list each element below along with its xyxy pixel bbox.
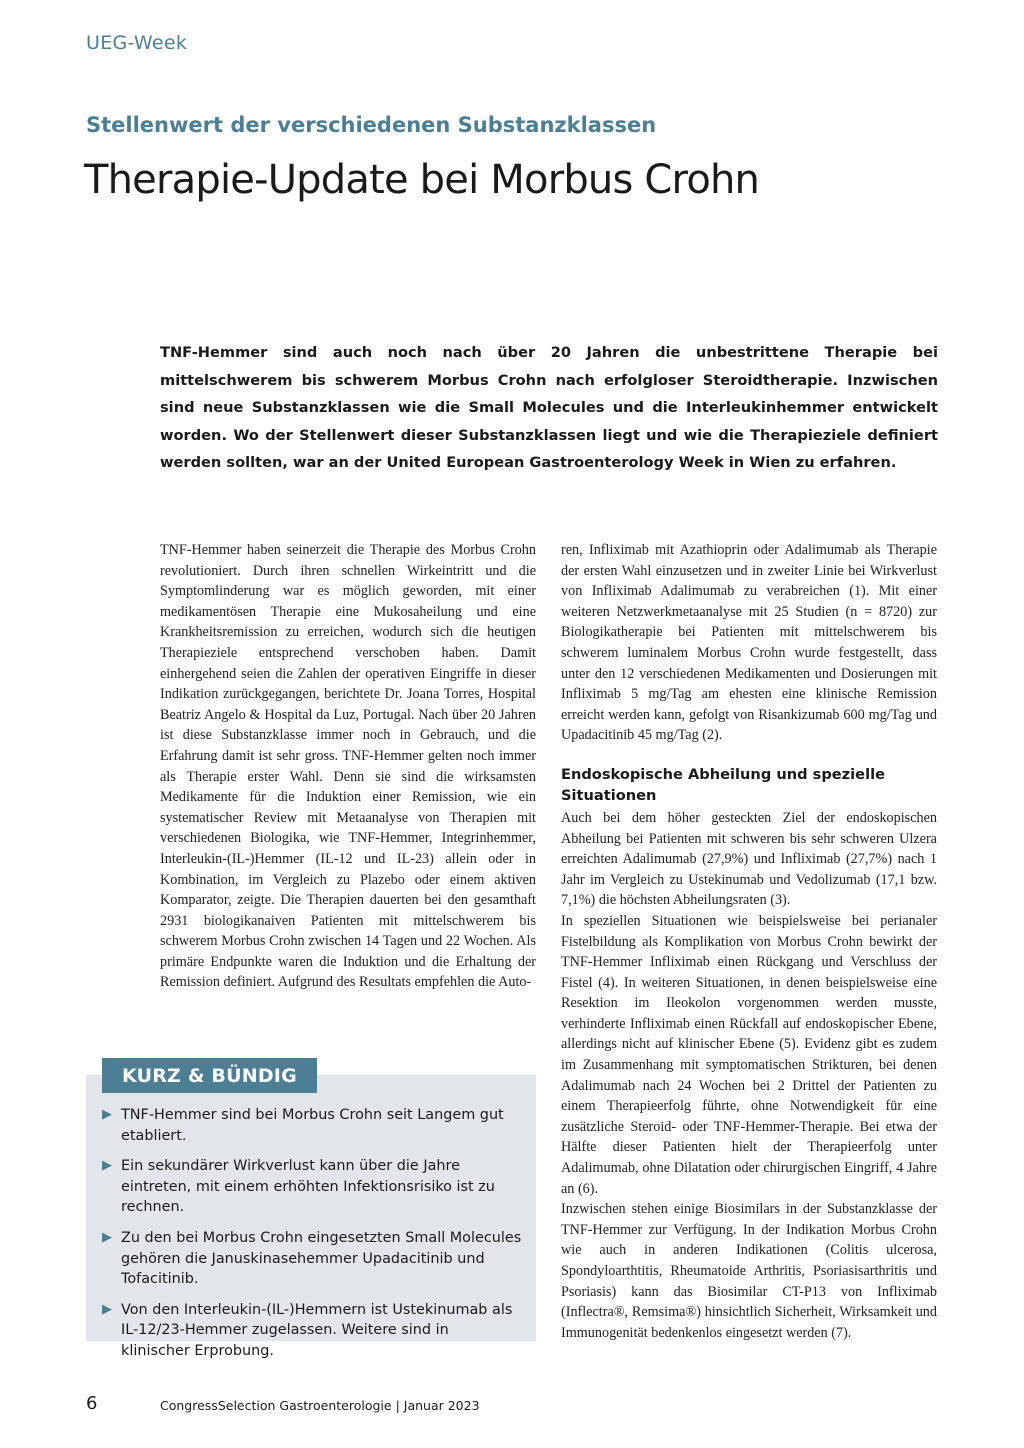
triangle-right-icon: ▶ <box>102 1301 112 1317</box>
body-paragraph: TNF-Hemmer haben seinerzeit die Therapie des Morbus Crohn revolutioniert. Durch ihren schnellen Wirkeintritt und die Symptomlinderung war es möglich geworden, mit einer medikamentösen Therapie eine Mukosaheilung und eine Krankheitsremission zu erreichen, wodurch sich die heutigen Therapieziele entsprechend verschoben haben. Damit einhergehend seien die Zahlen der operativen Eingriffe in dieser Indikation zurückgegangen, berichtete Dr. Joana Torres, Hospital Beatriz Angelo & Hospital da Luz, Portugal. Nach über 20 Jahren ist diese Substanzklasse immer noch in Gebrauch, und die Erfahrung damit ist sehr gross. TNF-Hemmer gelten noch immer als Therapie erster Wahl. Denn sie sind die wirksamsten Medikamente für die Induktion einer Remission, wie ein systematischer Review mit Metaanalyse von Therapien mit verschiedenen Biologika, wie TNF-Hemmer, Integrinhemmer, Interleukin-(IL-)Hemmer (IL-12 und IL-23) allein oder in Kombination, im Vergleich zu Plazebo oder einem aktiven Komparator, zeigte. Die Therapien dauerten bei den gesamthaft 2931 biologikanaiven Patienten mit mittelschwerem bis schwerem Morbus Crohn zwischen 14 Tagen und 22 Wochen. Als primäre Endpunkte waren die Induktion und die Erhaltung der Remission definiert. Aufgrund des Resultats empfehlen die Auto- <box>160 542 536 991</box>
body-paragraph: Inzwischen stehen einige Biosimilars in der Substanzklasse der TNF-Hemmer zur Verfügung. In der Indikation Morbus Crohn wie auch in anderen Indikationen (Colitis ulcerosa, Spondyloarthtitis, Rheumatoide Arthritis, Psoriasisarthritis und Psoriasis) kann das Biosimilar CT-P13 von Infliximab (Inflectra®, Remsima®) hinsichtlich Sicherheit, Wirksamkeit und Immunogenität bedenkenlos eingesetzt werden (7). <box>561 1201 937 1341</box>
article-kicker: Stellenwert der verschiedenen Substanzklassen <box>86 113 657 137</box>
section-tag: UEG-Week <box>86 32 188 54</box>
article-title: Therapie-Update bei Morbus Crohn <box>84 157 760 203</box>
footer-publication: CongressSelection Gastroenterologie | Januar 2023 <box>160 1398 480 1413</box>
triangle-right-icon: ▶ <box>102 1229 112 1245</box>
summary-item <box>102 1156 522 1218</box>
triangle-right-icon: ▶ <box>102 1158 112 1174</box>
summary-item-text: Von den Interleukin-(IL-)Hemmern ist Ustekinumab als IL-12/23-Hemmer zugelassen. Weitere sind in klinischer Erprobung. <box>121 1301 513 1359</box>
article-lead: TNF-Hemmer sind auch noch nach über 20 Jahren die unbestrittene Therapie bei mittelschwerem bis schwerem Morbus Crohn nach erfolgloser Steroidtherapie. Inzwischen sind neue Substanzklassen wie die Small Molecules und die Interleukinhemmer entwickelt worden. Wo der Stellenwert dieser Substanzklassen liegt und wie die Therapieziele definiert werden sollten, war an der United European Gastroenterology Week in Wien zu erfahren. <box>160 344 938 472</box>
section-subheading: Endoskopische Abheilung und spezielle Situationen <box>561 765 885 804</box>
summary-item <box>102 1300 522 1362</box>
summary-item <box>102 1105 522 1146</box>
body-paragraph: Auch bei dem höher gesteckten Ziel der endoskopischen Abheilung bei Patienten mit schweren bis sehr schweren Ulzera erreichten Adalimumab (27,9%) und Infliximab (27,7%) nach 1 Jahr im Vergleich zu Ustekinumab und Vedolizumab (17,1 bzw. 7,1%) die höchsten Abheilungsraten (3). <box>561 809 937 909</box>
body-column-right <box>561 540 937 1343</box>
body-paragraph: In speziellen Situationen wie beispielsweise bei perianaler Fistelbildung als Komplikation von Morbus Crohn bewirkt der TNF-Hemmer Infliximab einen Rückgang und Verschluss der Fistel (4). In weiteren Situationen, in denen beispielsweise eine Resektion im Ileokolon vorgenommen werden musste, verhinderte Infliximab einen Rückfall auf endoskopischer Ebene, allerdings nicht auf klinischer Ebene (5). Evidenz gibt es zudem im Zusammenhang mit symptomatischen Strikturen, bei denen Adalimumab nach 24 Wochen bei 2 Drittel der Patienten zu einem Therapieerfolg führte, ohne Notwendigkeit für eine zusätzliche Steroid- oder TNF-Hemmer-Therapie. Bei etwa der Hälfte dieser Patienten hielt der Therapieerfolg unter Adalimumab, ohne Dilatation oder chirurgischen Eingriff, 4 Jahre an (6). <box>561 912 937 1197</box>
summary-item-text: Ein sekundärer Wirkverlust kann über die Jahre eintreten, mit einem erhöhten Infektionsrisiko ist zu rechnen. <box>121 1158 495 1216</box>
summary-list <box>102 1105 522 1372</box>
page-number: 6 <box>86 1393 98 1414</box>
body-column-left <box>160 540 536 993</box>
body-paragraph: ren, Infliximab mit Azathioprin oder Adalimumab als Therapie der ersten Wahl einzusetzen und in zweiter Linie bei Wirkverlust von Infliximab Adalimumab zu verabreichen (1). Mit einer weiteren Netzwerkmetaanalyse mit 25 Studien (n = 8720) zur Biologikatherapie bei Patienten mit mittelschwerem bis schwerem luminalem Morbus Crohn wurde festgestellt, dass unter den 12 verschiedenen Medikamenten und Dosierungen mit Infliximab 5 mg/Tag am ehesten eine klinische Remission erreicht werden kann, gefolgt von Risankizumab 600 mg/Tag und Upadacitinib 45 mg/Tag (2). <box>561 542 937 744</box>
summary-item <box>102 1228 522 1290</box>
summary-box-label: KURZ & BÜNDIG <box>102 1058 317 1093</box>
summary-item-text: Zu den bei Morbus Crohn eingesetzten Small Molecules gehören die Januskinasehemmer Upadacitinib und Tofacitinib. <box>121 1229 522 1288</box>
summary-item-text: TNF-Hemmer sind bei Morbus Crohn seit Langem gut etabliert. <box>121 1107 504 1144</box>
triangle-right-icon: ▶ <box>102 1107 112 1122</box>
